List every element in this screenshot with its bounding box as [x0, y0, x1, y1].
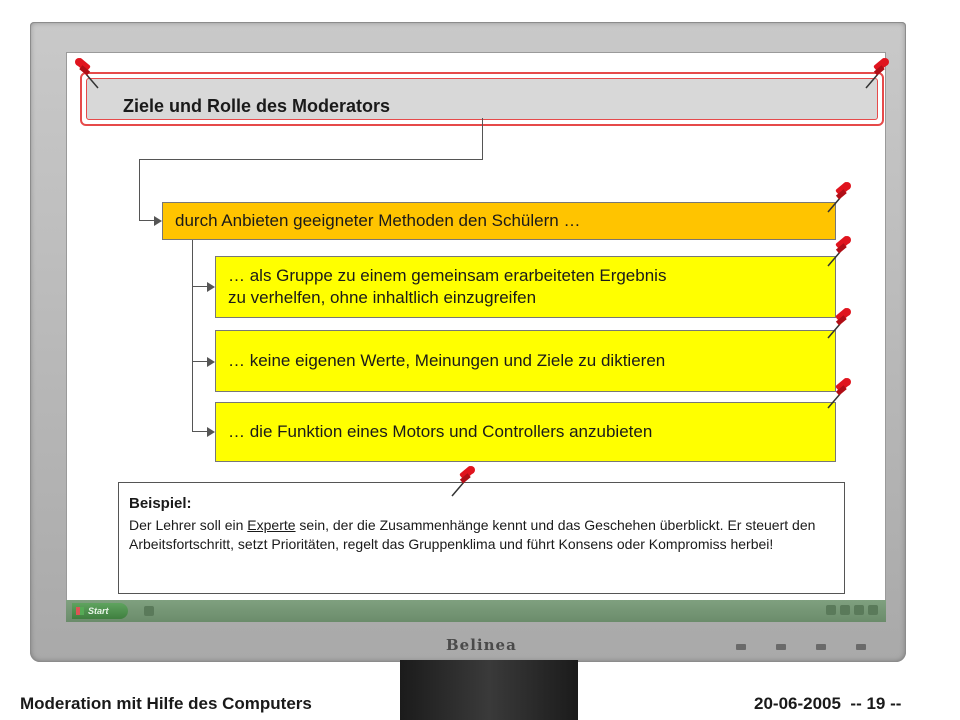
footer-title: Moderation mit Hilfe des Computers — [20, 694, 312, 713]
monitor-stand — [400, 660, 578, 720]
monitor-brand-logo: Belinea — [446, 636, 517, 654]
sub-goal-text: zu verhelfen, ohne inhaltlich einzugreifen — [228, 288, 537, 307]
taskbar — [66, 600, 886, 622]
connector-line — [482, 118, 483, 160]
start-button[interactable] — [72, 603, 128, 619]
arrow-head — [154, 216, 162, 226]
monitor-button — [816, 644, 826, 650]
sub-goal-box — [215, 330, 836, 392]
pushpin-icon — [862, 56, 894, 92]
sub-goal-box — [215, 256, 836, 318]
arrow-head — [207, 427, 215, 437]
footer-date: 20-06-2005 — [754, 694, 841, 713]
connector-line — [139, 220, 155, 221]
example-text-part: sein, der die Zusammenhänge kennt und das Geschehen überblickt. Er steuert den Arbeitsfortschritt, setzt Prioritäten, regelt das Gruppenklima und führt Konsens oder Kompromiss herbei! — [129, 517, 816, 552]
tray-icon[interactable] — [840, 605, 850, 615]
example-box — [118, 482, 845, 594]
monitor-button — [776, 644, 786, 650]
title-box-inner — [86, 78, 878, 120]
arrow-head — [207, 357, 215, 367]
connector-line — [139, 159, 483, 160]
monitor-button — [736, 644, 746, 650]
sub-goal-text: … die Funktion eines Motors und Controllers anzubieten — [228, 422, 653, 441]
main-goal-text: durch Anbieten geeigneter Methoden den Schülern … — [175, 211, 581, 230]
sub-goal-text: … als Gruppe zu einem gemeinsam erarbeiteten Ergebnis — [228, 266, 667, 285]
connector-line — [192, 286, 208, 287]
quick-launch-icon[interactable] — [144, 606, 154, 616]
system-tray — [798, 605, 878, 617]
connector-line — [192, 240, 193, 432]
sub-goal-box — [215, 402, 836, 462]
tray-icon[interactable] — [826, 605, 836, 615]
connector-line — [192, 361, 208, 362]
pushpin-icon — [824, 306, 856, 342]
arrow-head — [207, 282, 215, 292]
windows-flag-icon — [76, 607, 84, 615]
connector-line — [192, 431, 208, 432]
monitor-button — [856, 644, 866, 650]
example-text — [129, 516, 834, 554]
sub-goal-text: … keine eigenen Werte, Meinungen und Ziele zu diktieren — [228, 351, 666, 370]
footer-page-number: -- 19 -- — [850, 694, 902, 713]
example-heading: Beispiel: — [129, 495, 192, 512]
main-goal-box — [162, 202, 836, 240]
footer-date-page — [754, 694, 901, 714]
pushpin-icon — [824, 376, 856, 412]
example-text-part: Der Lehrer soll ein — [129, 517, 248, 533]
pushpin-icon — [70, 56, 102, 92]
example-text-highlight: Experte — [247, 517, 296, 533]
pushpin-icon — [448, 464, 480, 500]
tray-icon[interactable] — [854, 605, 864, 615]
pushpin-icon — [824, 180, 856, 216]
monitor-buttons — [736, 644, 886, 652]
tray-icon[interactable] — [868, 605, 878, 615]
page-title: Ziele und Rolle des Moderators — [123, 96, 391, 116]
start-label: Start — [88, 606, 109, 616]
connector-line — [139, 159, 140, 221]
pushpin-icon — [824, 234, 856, 270]
